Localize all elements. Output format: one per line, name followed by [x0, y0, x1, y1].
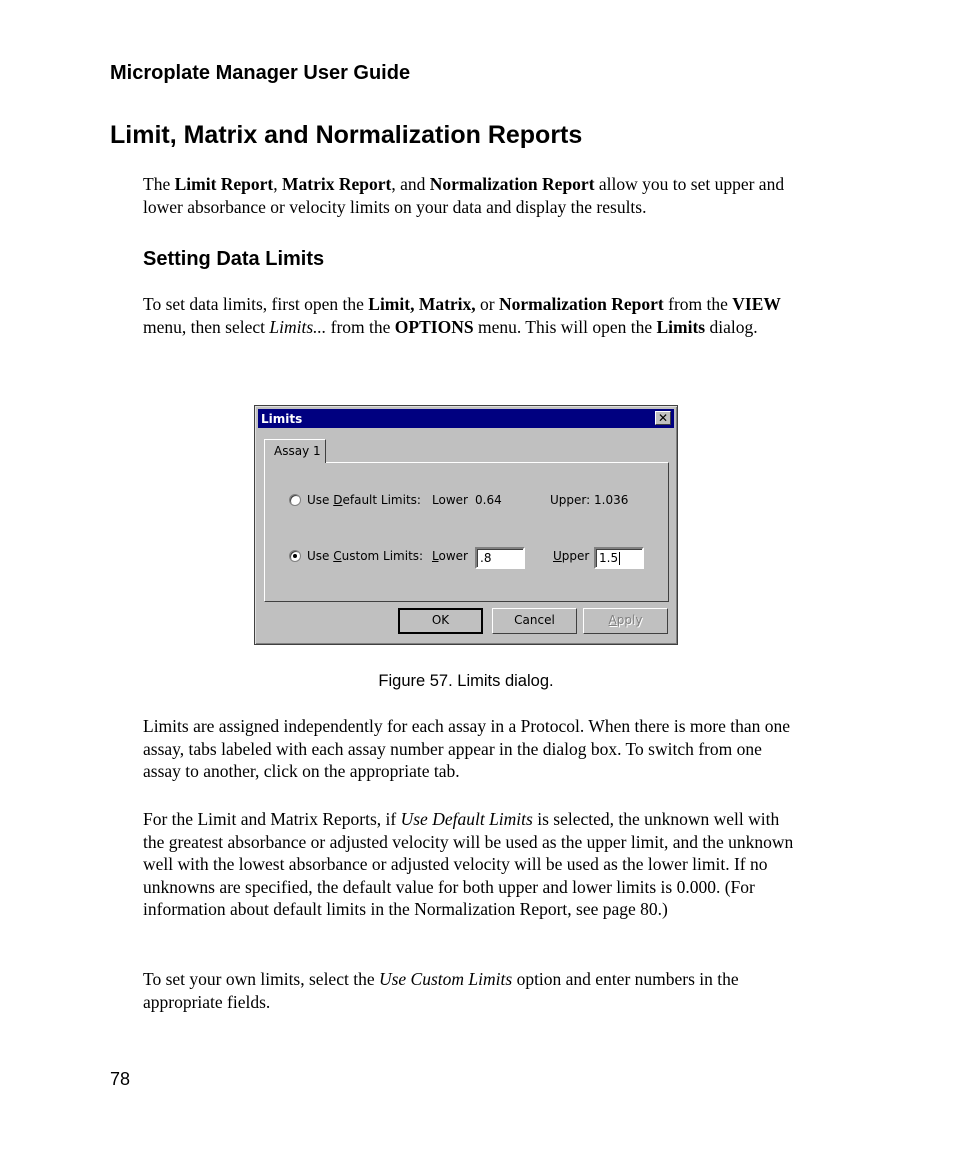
accelerator-key: U	[553, 549, 562, 563]
apply-button[interactable]	[583, 608, 668, 634]
bold-term: Normalization Report	[499, 294, 664, 314]
text: menu. This will open the	[473, 316, 657, 337]
bold-term-matrix-report: Matrix Report	[282, 174, 392, 194]
section-title: Limit, Matrix and Normalization Reports	[110, 121, 583, 149]
subsection-title: Setting Data Limits	[143, 248, 325, 270]
accelerator-key: C	[333, 549, 342, 563]
cancel-button[interactable]: Cancel	[492, 608, 577, 634]
accelerator-key: A	[608, 613, 617, 627]
figure-caption: Figure 57. Limits dialog.	[378, 672, 554, 690]
assign-paragraph: Limits are assigned independently for each assay in a Protocol. When there is more than one assay, tabs labeled with each assay number appear in the dialog box. To switch from one assay to another, click on the appropriate tab.	[143, 716, 790, 781]
bold-term: Limit, Matrix,	[368, 294, 476, 314]
default-upper-value: 1.036	[594, 493, 629, 507]
text: To set data limits, first open the	[143, 294, 369, 314]
label-text: ustom Limits:	[341, 549, 424, 563]
close-button[interactable]	[655, 411, 671, 425]
text: from the	[663, 294, 733, 314]
default-lower-label: Lower	[432, 493, 468, 507]
label-text: ower	[438, 549, 468, 563]
default-limits-paragraph	[143, 808, 803, 921]
bold-term-options-menu: OPTIONS	[394, 316, 474, 337]
dialog-title: Limits	[261, 412, 303, 426]
bold-term-normalization-report: Normalization Report	[429, 174, 595, 194]
text-cursor	[619, 552, 620, 565]
bold-term-view-menu: VIEW	[732, 294, 781, 314]
text: For the Limit and Matrix Reports, if	[143, 809, 401, 829]
close-icon: ✕	[657, 411, 669, 425]
page-number: 78	[110, 1069, 131, 1089]
text: option and enter numbers in the appropriate fields.	[143, 969, 739, 1012]
intro-paragraph	[143, 173, 803, 218]
tab-panel	[264, 462, 669, 602]
use-default-limits-radio[interactable]	[289, 494, 301, 506]
label-text: efault Limits:	[342, 493, 421, 507]
custom-upper-label	[553, 549, 589, 563]
label-text: pper	[561, 549, 590, 563]
ok-button[interactable]: OK	[398, 608, 483, 634]
limits-dialog	[254, 405, 678, 645]
text: The	[143, 174, 175, 194]
bold-term-limits-dialog: Limits	[656, 316, 706, 337]
input-value: .8	[480, 551, 492, 565]
text: , and	[391, 174, 430, 194]
text: ,	[273, 174, 283, 194]
running-header: Microplate Manager User Guide	[110, 62, 411, 84]
bold-term-limit-report: Limit Report	[174, 174, 274, 194]
label-text: Use	[307, 493, 334, 507]
custom-lower-input[interactable]	[475, 547, 525, 569]
text: menu, then select	[143, 316, 270, 337]
italic-term-use-default-limits: Use Default Limits	[400, 809, 533, 829]
accelerator-key: D	[333, 493, 343, 507]
text: To set your own limits, select the	[143, 969, 379, 989]
label-text: Use	[307, 549, 334, 563]
default-lower-value: 0.64	[475, 493, 502, 507]
text: from the	[326, 316, 395, 337]
default-upper-label: Upper:	[550, 493, 591, 507]
text: allow you to set upper and lower absorbance or velocity limits on your data and display the results.	[143, 174, 785, 217]
italic-term-use-custom-limits: Use Custom Limits	[378, 969, 513, 989]
use-custom-limits-radio[interactable]	[289, 550, 301, 562]
use-custom-limits-label[interactable]	[307, 549, 423, 563]
text: dialog.	[705, 316, 758, 337]
text: or	[475, 294, 499, 314]
custom-lower-label	[432, 549, 468, 563]
label-text: pply	[616, 613, 643, 627]
setting-limits-paragraph	[143, 293, 803, 338]
input-value: 1.5	[599, 551, 619, 565]
accelerator-key: L	[432, 549, 439, 563]
text: is selected, the unknown well with the greatest absorbance or adjusted velocity will be used as the upper limit, and the unknown well with the lowest absorbance or adjusted velocity will be used as the lower limit. If no unknowns are specified, the default value for both upper and lower limits is 0.000. (For information about default limits in the Normalization Report, see page 80.)	[143, 809, 794, 919]
custom-upper-input[interactable]	[594, 547, 644, 569]
use-default-limits-label[interactable]	[307, 493, 421, 507]
italic-term-limits: Limits...	[269, 316, 327, 337]
dialog-titlebar[interactable]	[258, 409, 674, 428]
tab-assay-1[interactable]	[264, 439, 326, 463]
tab-label: Assay 1	[274, 444, 321, 458]
custom-limits-paragraph	[143, 968, 803, 1013]
